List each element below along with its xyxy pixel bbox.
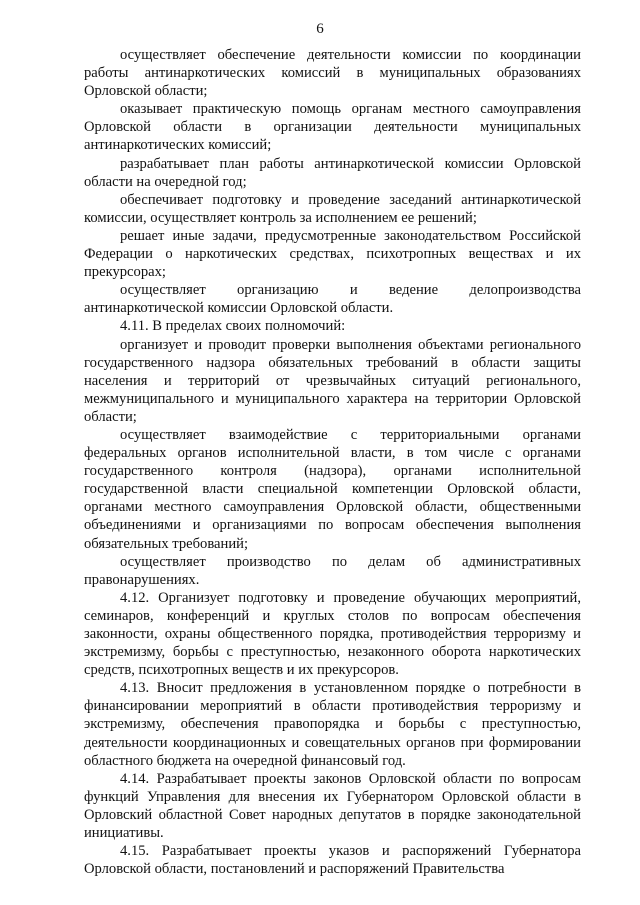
section-4-14: 4.14. Разрабатывает проекты законов Орловской области по вопросам функций Управления для внесения их Губернатором Орловской области в Орловский областной Совет народных депутатов в порядке законодательной инициативы.	[84, 770, 581, 842]
section-4-15: 4.15. Разрабатывает проекты указов и распоряжений Губернатора Орловской области, постановлений и распоряжений Правительства	[84, 843, 581, 878]
page-number: 6	[316, 21, 324, 37]
document-body	[84, 46, 581, 878]
section-4-13: 4.13. Вносит предложения в установленном порядке о потребности в финансировании мероприятий в области противодействия терроризму и экстремизму, обеспечения правопорядка и борьбы с преступностью, деятельности координационных и совещательных органов при формировании областного бюджета на очередной финансовый год.	[84, 680, 581, 769]
paragraph: осуществляет взаимодействие с территориальными органами федеральных органов исполнительной власти, в том числе с органами государственного контроля (надзора), органами исполнительной государственной власти специальной компетенции Орловской области, органами местного самоуправления Орловской области, общественными объединениями и организациями по вопросам обеспечения выполнения обязательных требований;	[84, 426, 581, 552]
paragraph: оказывает практическую помощь органам местного самоуправления Орловской области в организации деятельности муниципальных антинаркотических комиссий;	[84, 101, 581, 154]
paragraph: разрабатывает план работы антинаркотической комиссии Орловской области на очередной год;	[84, 155, 581, 190]
paragraph: осуществляет производство по делам об административных правонарушениях.	[84, 553, 581, 588]
section-heading-4-11: 4.11. В пределах своих полномочий:	[120, 318, 346, 335]
section-4-12: 4.12. Организует подготовку и проведение обучающих мероприятий, семинаров, конференций и круглых столов по вопросам обеспечения законности, охраны общественного порядка, противодействия терроризму и экстремизму, борьбы с преступностью, незаконного оборота наркотических средств, психотропных веществ и их прекурсоров.	[84, 589, 581, 679]
paragraph: решает иные задачи, предусмотренные законодательством Российской Федерации о наркотических средствах, психотропных веществах и их прекурсорах;	[84, 227, 581, 281]
paragraph: осуществляет обеспечение деятельности комиссии по координации работы антинаркотических комиссий в муниципальных образованиях Орловской области;	[84, 47, 581, 100]
paragraph: обеспечивает подготовку и проведение заседаний антинаркотической комиссии, осуществляет контроль за исполнением ее решений;	[84, 191, 581, 226]
paragraph: осуществляет организацию и ведение делопроизводства антинаркотической комиссии Орловской области.	[84, 282, 581, 317]
paragraph: организует и проводит проверки выполнения объектами регионального государственного надзора обязательных требований в области защиты населения и территорий от чрезвычайных ситуаций регионального, межмуниципального и муниципального характера на территории Орловской области;	[84, 336, 581, 425]
